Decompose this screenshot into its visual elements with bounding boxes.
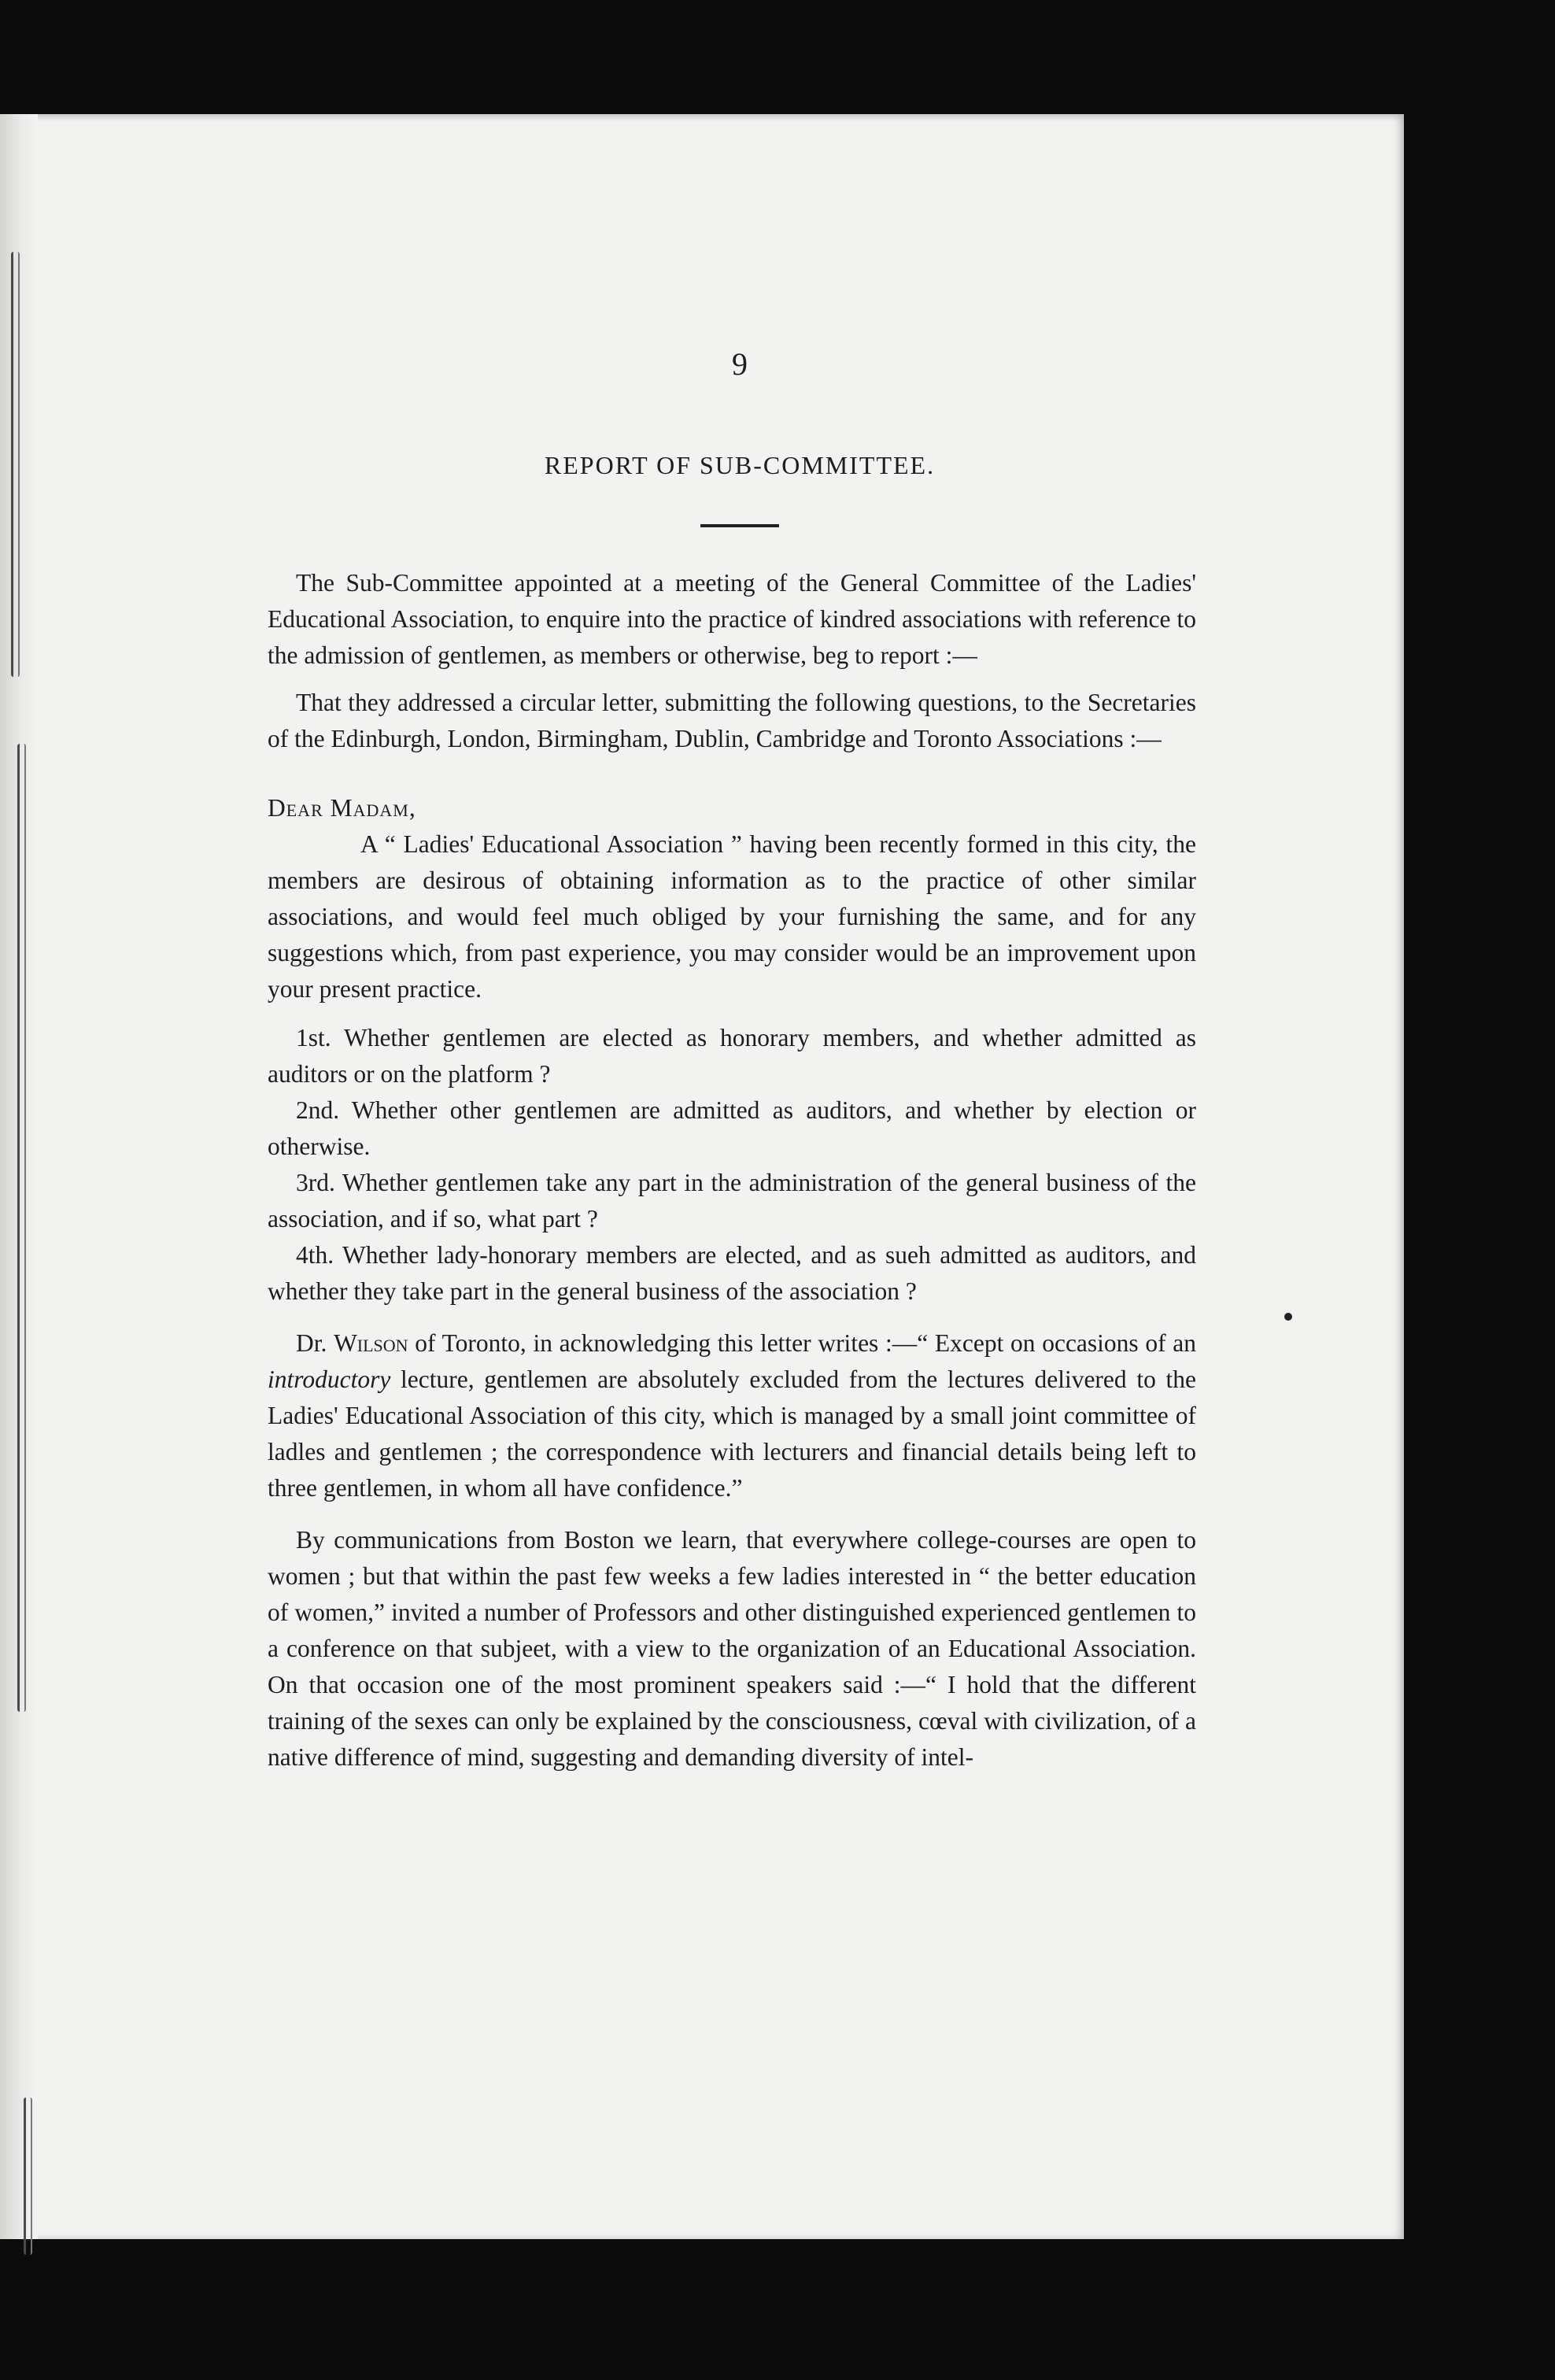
paragraph-boston: By communications from Boston we learn, that everywhere college-courses are open to women ; but that within the past few weeks a few ladies interested in “ the better education of women,” invited a number of Professors and other distinguished experienced gentlemen to a conference on that subjeet, with a view to the organization of an Educational Association. On that occasion one of the most prominent speakers said :—“ I hold that the different training of the sexes can only be explained by the consciousness, cœval with civilization, of a native difference of mind, suggesting and demanding diversity of intel- <box>268 1526 1196 1771</box>
binding-thread-middle <box>17 744 26 1712</box>
binding-thread-lower <box>24 2097 32 2255</box>
wilson-text: of Toronto, in acknowledging this letter writes :—“ Except on occasions of an <box>408 1329 1196 1357</box>
question-3: 3rd. Whether gentlemen take any part in the administration of the general business of the association, and if so, what part ? <box>268 1169 1196 1232</box>
question-1: 1st. Whether gentlemen are elected as honorary members, and whether admitted as auditors or on the platform ? <box>268 1024 1196 1088</box>
question-2: 2nd. Whether other gentlemen are admitted as auditors, and whether by election or otherwise. <box>268 1096 1196 1160</box>
question-4: 4th. Whether lady-honorary members are elected, and as sueh admitted as auditors, and whether they take part in the general business of the association ? <box>268 1241 1196 1305</box>
letter-body: A “ Ladies' Educational Association ” having been recently formed in this city, the members are desirous of obtaining information as to the practice of other similar associations, and would feel much obliged by your furnishing the same, and for any suggestions which, from past experience, you may consider would be an improvement upon your present practice. <box>268 830 1196 1003</box>
wilson-text-end: lecture, gentlemen are absolutely excluded from the lectures delivered to the Ladies' Educational Association of this city, which is managed by a small joint committee of ladles and gentlemen ; the correspondence with lecturers and financial details being left to three gentlemen, in whom all have confidence.” <box>268 1366 1196 1502</box>
wilson-italic-word: introductory <box>268 1366 391 1393</box>
title-rule <box>700 524 779 527</box>
page-title: REPORT OF SUB-COMMITTEE. <box>544 451 936 479</box>
paragraph-circular: That they addressed a circular letter, submitting the following questions, to the Secretaries of the Edinburgh, London, Birmingham, Dublin, Cambridge and Toronto Associations :— <box>268 689 1196 752</box>
wilson-prefix: Dr. <box>296 1329 334 1357</box>
ink-speck <box>1284 1313 1292 1321</box>
letter-salutation: Dear Madam, <box>268 794 416 822</box>
paragraph-wilson <box>268 1325 1196 1506</box>
page-number: 9 <box>732 346 748 382</box>
page-text-column <box>268 220 1196 1776</box>
wilson-name: Wilson <box>334 1329 408 1357</box>
binding-thread-upper <box>11 252 20 677</box>
paragraph-intro: The Sub-Committee appointed at a meeting of the General Committee of the Ladies' Educational Association, to enquire into the practice of kindred associations with reference to the admission of gentlemen, as members or otherwise, beg to report :— <box>268 569 1196 669</box>
